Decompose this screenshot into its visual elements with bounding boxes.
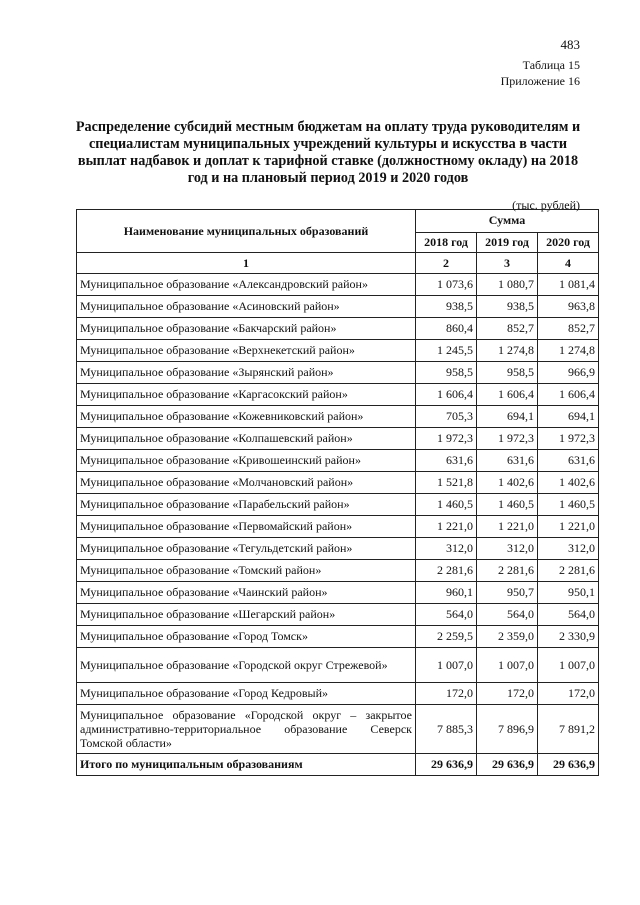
- municipality-name: Муниципальное образование «Колпашевский район»: [77, 428, 416, 450]
- table-row: [77, 582, 599, 604]
- municipality-name: Муниципальное образование «Город Томск»: [77, 626, 416, 648]
- table-row: [77, 494, 599, 516]
- table-row: [77, 538, 599, 560]
- table-row: [77, 362, 599, 384]
- amount-2019: 938,5: [477, 296, 538, 318]
- table-row: [77, 340, 599, 362]
- amount-2018: 564,0: [416, 604, 477, 626]
- appendix-reference: Приложение 16: [500, 74, 580, 88]
- amount-2020: 1 221,0: [538, 516, 599, 538]
- amount-2018: 1 606,4: [416, 384, 477, 406]
- municipality-name: Муниципальное образование «Молчановский район»: [77, 472, 416, 494]
- amount-2018: 1 245,5: [416, 340, 477, 362]
- column-number: 4: [538, 253, 599, 274]
- page-number: 483: [560, 37, 580, 52]
- amount-2019: 1 080,7: [477, 274, 538, 296]
- amount-2018: 1 521,8: [416, 472, 477, 494]
- municipality-name: Муниципальное образование «Парабельский район»: [77, 494, 416, 516]
- amount-2020: 2 330,9: [538, 626, 599, 648]
- header-year-2020: 2020 год: [538, 232, 599, 252]
- table-row: [77, 516, 599, 538]
- header-sum: Сумма: [416, 210, 599, 233]
- amount-2018: 938,5: [416, 296, 477, 318]
- municipality-name: Муниципальное образование «Городской округ Стрежевой»: [77, 648, 416, 683]
- amount-2020: 172,0: [538, 683, 599, 705]
- amount-2019: 852,7: [477, 318, 538, 340]
- column-number-row: [77, 253, 599, 274]
- municipality-name: Муниципальное образование «Александровский район»: [77, 274, 416, 296]
- amount-2018: 1 007,0: [416, 648, 477, 683]
- table-row: [77, 406, 599, 428]
- amount-2018: 860,4: [416, 318, 477, 340]
- total-amount-2018: 29 636,9: [416, 754, 477, 776]
- amount-2020: 1 274,8: [538, 340, 599, 362]
- amount-2019: 950,7: [477, 582, 538, 604]
- table-row: [77, 450, 599, 472]
- total-amount-2019: 29 636,9: [477, 754, 538, 776]
- table-row: [77, 648, 599, 683]
- table-row: [77, 384, 599, 406]
- amount-2020: 2 281,6: [538, 560, 599, 582]
- amount-2019: 1 007,0: [477, 648, 538, 683]
- table-row: [77, 318, 599, 340]
- table-row: [77, 683, 599, 705]
- amount-2019: 1 460,5: [477, 494, 538, 516]
- document-title: Распределение субсидий местным бюджетам на оплату труда руководителям и специалистам муниципальных учреждений культуры и искусства в части выплат надбавок и доплат к тарифной ставке (должностному окладу) на 2018 год и на плановый период 2019 и 2020 годов: [75, 119, 581, 186]
- amount-2018: 960,1: [416, 582, 477, 604]
- amount-2019: 2 359,0: [477, 626, 538, 648]
- amount-2020: 966,9: [538, 362, 599, 384]
- municipality-name: Муниципальное образование «Тегульдетский район»: [77, 538, 416, 560]
- municipality-name: Муниципальное образование «Город Кедровый»: [77, 683, 416, 705]
- municipality-name: Муниципальное образование «Зырянский район»: [77, 362, 416, 384]
- amount-2018: 172,0: [416, 683, 477, 705]
- municipality-name: Муниципальное образование «Шегарский район»: [77, 604, 416, 626]
- amount-2019: 958,5: [477, 362, 538, 384]
- table-reference: Таблица 15: [522, 58, 580, 72]
- amount-2020: 1 460,5: [538, 494, 599, 516]
- table-row: [77, 604, 599, 626]
- amount-2019: 564,0: [477, 604, 538, 626]
- table-row: [77, 274, 599, 296]
- table-row: [77, 560, 599, 582]
- column-number: 2: [416, 253, 477, 274]
- amount-2020: 852,7: [538, 318, 599, 340]
- unit-label: (тыс. рублей): [512, 198, 580, 212]
- amount-2020: 7 891,2: [538, 705, 599, 754]
- municipality-name: Муниципальное образование «Кожевниковский район»: [77, 406, 416, 428]
- table-row: [77, 626, 599, 648]
- amount-2020: 694,1: [538, 406, 599, 428]
- municipality-name: Муниципальное образование «Асиновский район»: [77, 296, 416, 318]
- municipality-name: Муниципальное образование «Верхнекетский район»: [77, 340, 416, 362]
- amount-2018: 1 972,3: [416, 428, 477, 450]
- table-row: [77, 296, 599, 318]
- header-year-2018: 2018 год: [416, 232, 477, 252]
- amount-2018: 7 885,3: [416, 705, 477, 754]
- municipality-name: Муниципальное образование «Первомайский район»: [77, 516, 416, 538]
- amount-2020: 1 972,3: [538, 428, 599, 450]
- table-row: [77, 705, 599, 754]
- amount-2020: 963,8: [538, 296, 599, 318]
- amount-2018: 1 460,5: [416, 494, 477, 516]
- amount-2019: 1 274,8: [477, 340, 538, 362]
- amount-2019: 1 221,0: [477, 516, 538, 538]
- amount-2018: 705,3: [416, 406, 477, 428]
- amount-2020: 1 007,0: [538, 648, 599, 683]
- amount-2018: 1 221,0: [416, 516, 477, 538]
- amount-2019: 631,6: [477, 450, 538, 472]
- subsidy-table: [76, 209, 599, 776]
- municipality-name: Муниципальное образование «Городской округ – закрытое административно-территориальное образование Северск Томской области»: [77, 705, 416, 754]
- amount-2019: 694,1: [477, 406, 538, 428]
- municipality-name: Муниципальное образование «Каргасокский район»: [77, 384, 416, 406]
- total-label: Итого по муниципальным образованиям: [77, 754, 416, 776]
- amount-2018: 958,5: [416, 362, 477, 384]
- header-year-2019: 2019 год: [477, 232, 538, 252]
- amount-2020: 1 081,4: [538, 274, 599, 296]
- amount-2020: 1 402,6: [538, 472, 599, 494]
- municipality-name: Муниципальное образование «Чаинский район»: [77, 582, 416, 604]
- total-row: [77, 754, 599, 776]
- amount-2020: 950,1: [538, 582, 599, 604]
- amount-2019: 1 972,3: [477, 428, 538, 450]
- amount-2019: 172,0: [477, 683, 538, 705]
- amount-2020: 1 606,4: [538, 384, 599, 406]
- amount-2020: 312,0: [538, 538, 599, 560]
- column-number: 3: [477, 253, 538, 274]
- amount-2018: 2 259,5: [416, 626, 477, 648]
- municipality-name: Муниципальное образование «Томский район»: [77, 560, 416, 582]
- amount-2019: 312,0: [477, 538, 538, 560]
- amount-2019: 1 402,6: [477, 472, 538, 494]
- amount-2019: 7 896,9: [477, 705, 538, 754]
- amount-2020: 564,0: [538, 604, 599, 626]
- amount-2019: 2 281,6: [477, 560, 538, 582]
- amount-2019: 1 606,4: [477, 384, 538, 406]
- header-name: Наименование муниципальных образований: [77, 210, 416, 253]
- amount-2018: 631,6: [416, 450, 477, 472]
- municipality-name: Муниципальное образование «Кривошеинский район»: [77, 450, 416, 472]
- total-amount-2020: 29 636,9: [538, 754, 599, 776]
- table-row: [77, 428, 599, 450]
- amount-2018: 2 281,6: [416, 560, 477, 582]
- amount-2018: 1 073,6: [416, 274, 477, 296]
- municipality-name: Муниципальное образование «Бакчарский район»: [77, 318, 416, 340]
- amount-2018: 312,0: [416, 538, 477, 560]
- column-number: 1: [77, 253, 416, 274]
- amount-2020: 631,6: [538, 450, 599, 472]
- table-row: [77, 472, 599, 494]
